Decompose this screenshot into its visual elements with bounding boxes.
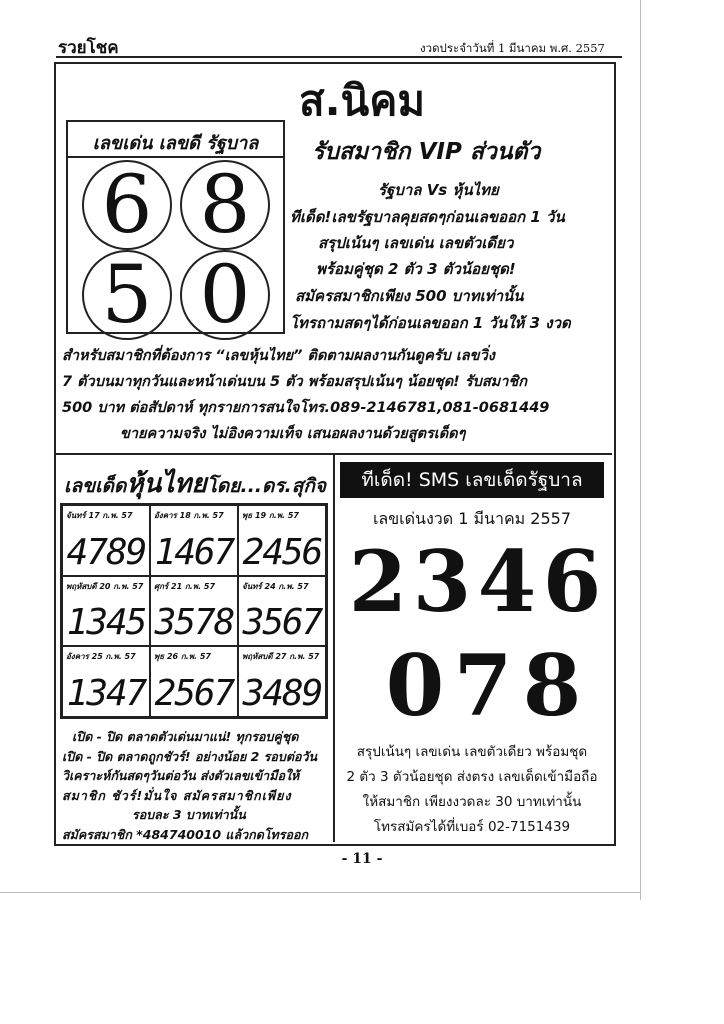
vip-line: พร้อมคู่ชุด 2 ตัว 3 ตัวน้อยชุด!: [316, 260, 516, 278]
stock-title-prefix: เลขเด็ด: [64, 475, 127, 497]
sms-info-line: โทรสมัครได้ที่เบอร์ 02-7151439: [373, 819, 571, 835]
stock-cell-number: 4789: [66, 531, 146, 573]
stock-cell-date: พฤหัสบดี 27 ก.พ. 57: [242, 652, 320, 662]
vip-line: สรุปเน้นๆ เลขเด่น เลขตัวเดียว: [318, 234, 514, 252]
stock-note-line: เปิด - ปิด ตลาดถูกชัวร์! อย่างน้อย 2 รอบต่อวัน: [62, 748, 318, 764]
stock-cell-number: 3489: [242, 672, 322, 714]
stock-cell: [150, 505, 238, 576]
page-bottom-line: [0, 892, 640, 893]
sms-big-digit: 7: [453, 636, 513, 735]
promo-line: 500 บาท ต่อสัปดาห์ ทุกรายการสนใจโทร.089-2146781,081-0681449: [62, 400, 550, 416]
stock-title-suffix: โดย...ดร.สุกิจ: [206, 475, 327, 497]
stock-cell: [62, 505, 150, 576]
sms-big-digit: 6: [542, 532, 602, 631]
vip-line: สมัครสมาชิกเพียง 500 บาทเท่านั้น: [295, 287, 524, 305]
stock-cell-date: พฤหัสบดี 20 ก.พ. 57: [66, 581, 144, 591]
stock-cell: [62, 576, 150, 647]
vip-heading: รับสมาชิก VIP ส่วนตัว: [312, 139, 541, 165]
stock-cell-number: 1467: [154, 531, 234, 573]
stock-cell-number: 2456: [242, 531, 322, 573]
lucky-title-divider: [66, 156, 285, 158]
lucky-digit-circle: 5: [82, 250, 172, 340]
sms-big-digit: 8: [522, 636, 582, 735]
stock-note-line: เปิด - ปิด ตลาดตัวเด่นมาแน่! ทุกรอบคู่ชุด: [72, 729, 299, 744]
stock-number-grid: [60, 503, 328, 719]
stock-cell-date: อังคาร 25 ก.พ. 57: [66, 652, 136, 662]
stock-cell-date: จันทร์ 17 ก.พ. 57: [66, 511, 133, 520]
page-title: ส.นิคม: [298, 76, 426, 125]
column-divider: [333, 453, 335, 842]
vip-line: ทีเด็ด!เลขรัฐบาลคุยสดๆก่อนเลขออก 1 วัน: [290, 208, 565, 226]
stock-notes: [62, 727, 330, 844]
vip-line: รัฐบาล Vs หุ้นไทย: [378, 181, 499, 199]
lucky-digit-circle: 0: [180, 250, 270, 340]
sms-big-digit: 4: [477, 532, 537, 631]
sms-info-line: สรุปเน้นๆ เลขเด่น เลขตัวเดียว พร้อมชุด: [356, 744, 588, 760]
stock-cell-date: จันทร์ 24 ก.พ. 57: [242, 581, 309, 591]
sms-info-line: 2 ตัว 3 ตัวน้อยชุด ส่งตรง เลขเด็ดเข้ามือถือ: [346, 769, 598, 785]
stock-note-line: รอบละ 3 บาทเท่านั้น: [132, 807, 246, 822]
sms-info-line: ให้สมาชิก เพียงงวดละ 30 บาทเท่านั้น: [362, 794, 582, 810]
lucky-numbers-title: เลขเด่น เลขดี รัฐบาล: [92, 133, 259, 154]
stock-cell-number: 1345: [66, 602, 146, 644]
sms-draw-date: เลขเด่นงวด 1 มีนาคม 2557: [372, 509, 572, 528]
stock-section-title: [64, 463, 326, 504]
stock-cell-date: พุธ 26 ก.พ. 57: [154, 652, 211, 662]
lucky-digit-circle: 6: [82, 160, 172, 250]
stock-note-line: สมาชิก ชัวร์!มั่นใจ สมัครสมาชิกเพียง: [62, 787, 292, 803]
lucky-digit-circle: 8: [180, 160, 270, 250]
promo-line: สำหรับสมาชิกที่ต้องการ “เลขหุ้นไทย” ติดตามผลงานกันดูครับ เลขวิ่ง: [62, 348, 495, 364]
sms-big-digit: 0: [385, 636, 445, 735]
stock-note-line: วิเคราะห์กันสดๆวันต่อวัน ส่งตัวเลขเข้ามือให้: [62, 768, 300, 783]
stock-cell: [238, 576, 326, 647]
stock-cell: [62, 646, 150, 717]
stock-cell: [238, 505, 326, 576]
stock-note-line: สมัครสมาชิก *484740010 แล้วกดโทรออก: [62, 826, 309, 842]
stock-cell-number: 1347: [66, 672, 146, 714]
stock-cell-number: 2567: [154, 672, 234, 714]
stock-cell: [238, 646, 326, 717]
page-edge-line: [640, 0, 641, 900]
stock-cell-number: 3567: [242, 602, 322, 644]
sms-info: [340, 740, 604, 840]
sms-big-digit: 2: [348, 532, 408, 631]
promo-paragraph: [62, 343, 607, 447]
stock-cell-number: 3578: [154, 602, 234, 644]
header-publication-name: รวยโชค: [58, 38, 119, 58]
promo-line: ขายความจริง ไม่อิงความเท็จ เสนอผลงานด้วยสูตรเด็ดๆ: [120, 426, 466, 442]
stock-cell-date: พุธ 19 ก.พ. 57: [242, 511, 299, 520]
stock-cell: [150, 576, 238, 647]
sms-big-digit: 3: [412, 532, 472, 631]
stock-cell: [150, 646, 238, 717]
stock-title-big: หุ้นไทย: [126, 469, 207, 499]
stock-cell-date: อังคาร 18 ก.พ. 57: [154, 511, 224, 520]
page-number: - 11 -: [341, 851, 383, 867]
vip-line: โทรถามสดๆได้ก่อนเลขออก 1 วันให้ 3 งวด: [290, 314, 571, 332]
header-divider: [56, 56, 622, 58]
sms-banner: ทีเด็ด! SMS เลขเด็ดรัฐบาล: [340, 462, 604, 498]
header-issue-date: งวดประจำวันที่ 1 มีนาคม พ.ศ. 2557: [420, 41, 605, 55]
promo-line: 7 ตัวบนมาทุกวันและหน้าเด่นบน 5 ตัว พร้อมสรุปเน้นๆ น้อยชุด! รับสมาชิก: [62, 374, 527, 390]
stock-cell-date: ศุกร์ 21 ก.พ. 57: [154, 581, 216, 591]
